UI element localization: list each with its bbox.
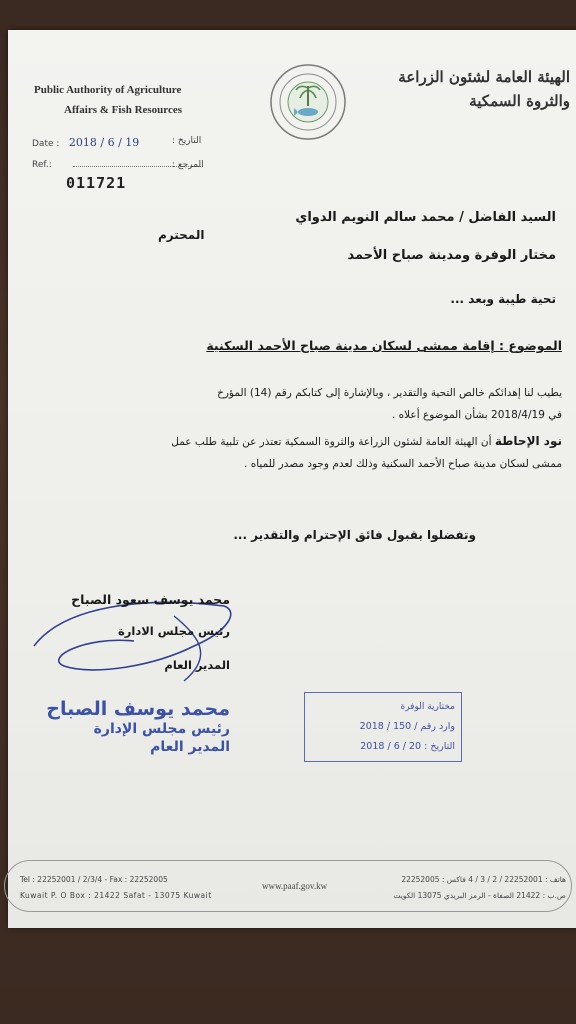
- header-arabic: [390, 65, 570, 113]
- date-value: 2018 / 6 / 19: [68, 136, 140, 149]
- footer-en-address: Kuwait P. O Box : 21422 Safat - 13075 Kuwait: [20, 891, 212, 900]
- header-en-line2: Affairs & Fish Resources: [64, 104, 183, 116]
- header-english: [34, 80, 254, 120]
- para1-line2: في 2018/4/19 بشأن الموضوع أعلاه .: [391, 409, 562, 421]
- stamp-title-1: رئيس مجلس الإدارة: [93, 721, 230, 737]
- para2-line1: أن الهيئة العامة لشئون الزراعة والثروة السمكية تعتذر عن تلبية طلب عمل: [171, 436, 492, 448]
- closing-line: وتفضلوا بقبول فائق الإحترام والتقدير ...: [233, 528, 476, 542]
- footer-ar-contact: هاتف : 22252001 / 2 / 3 / 4 فاكس : 22252005: [401, 875, 566, 884]
- ref-label-ar: المرجع :: [172, 160, 204, 170]
- signatory-title-1: رئيس مجلس الادارة: [117, 624, 230, 638]
- para2-line2: ممشى لسكان مدينة صباح الأحمد السكنية وذلك لعدم وجود مصدر للمياه .: [244, 458, 562, 470]
- footer-en-contact: Tel : 22252001 / 2/3/4 - Fax : 22252005: [20, 875, 168, 884]
- received-number: وارد رقم / 150 / 2018: [359, 721, 455, 732]
- footer-website: www.paaf.gov.kw: [262, 881, 328, 891]
- received-office: مختارية الوفرة: [400, 702, 455, 712]
- date-label: Date :: [32, 139, 60, 149]
- honorific: المحترم: [158, 228, 205, 242]
- header-en-line1: Public Authority of Agriculture: [34, 84, 182, 96]
- stamp-title-2: المدير العام: [150, 739, 230, 755]
- received-date: التاريخ : 20 / 6 / 2018: [360, 741, 455, 752]
- para2-lead: نود الإحاطة: [494, 434, 562, 448]
- authority-logo: [268, 62, 348, 142]
- received-stamp: [304, 692, 462, 762]
- ref-label: Ref.:: [32, 160, 52, 170]
- paragraph-1: [17, 382, 562, 426]
- paragraph-2: [17, 430, 562, 475]
- date-label-ar: التاريخ :: [172, 136, 202, 146]
- signatory-name: محمد يوسف سعود الصباح: [71, 592, 230, 607]
- addressee-title: مختار الوفرة ومدينة صباح الأحمد: [347, 248, 556, 263]
- para1-line1: يطيب لنا إهدائكم خالص التحية والتقدير ، وبالإشارة إلى كتابكم رقم (14) المؤرخ: [217, 387, 562, 399]
- stamp-name: محمد يوسف الصباح: [46, 698, 230, 720]
- signatory-title-2: المدير العام: [164, 658, 230, 672]
- subject-line: الموضوع : إقامة ممشى لسكان مدينة صباح الأحمد السكنية: [206, 338, 562, 353]
- header-ar-line1: الهيئة العامة لشئون الزراعة: [398, 68, 570, 86]
- addressee: السيد الفاضل / محمد سالم النويم الدواي: [295, 210, 556, 225]
- greeting: تحية طيبة وبعد ...: [450, 292, 556, 306]
- footer-ar-address: ص.ب : 21422 الصفاة - الرمز البريدي 13075 الكويت: [393, 891, 566, 900]
- header-ar-line2: والثروة السمكية: [469, 92, 570, 110]
- blue-name-stamp: [40, 698, 230, 756]
- date-field: [32, 136, 139, 149]
- reference-number: 011721: [66, 174, 127, 192]
